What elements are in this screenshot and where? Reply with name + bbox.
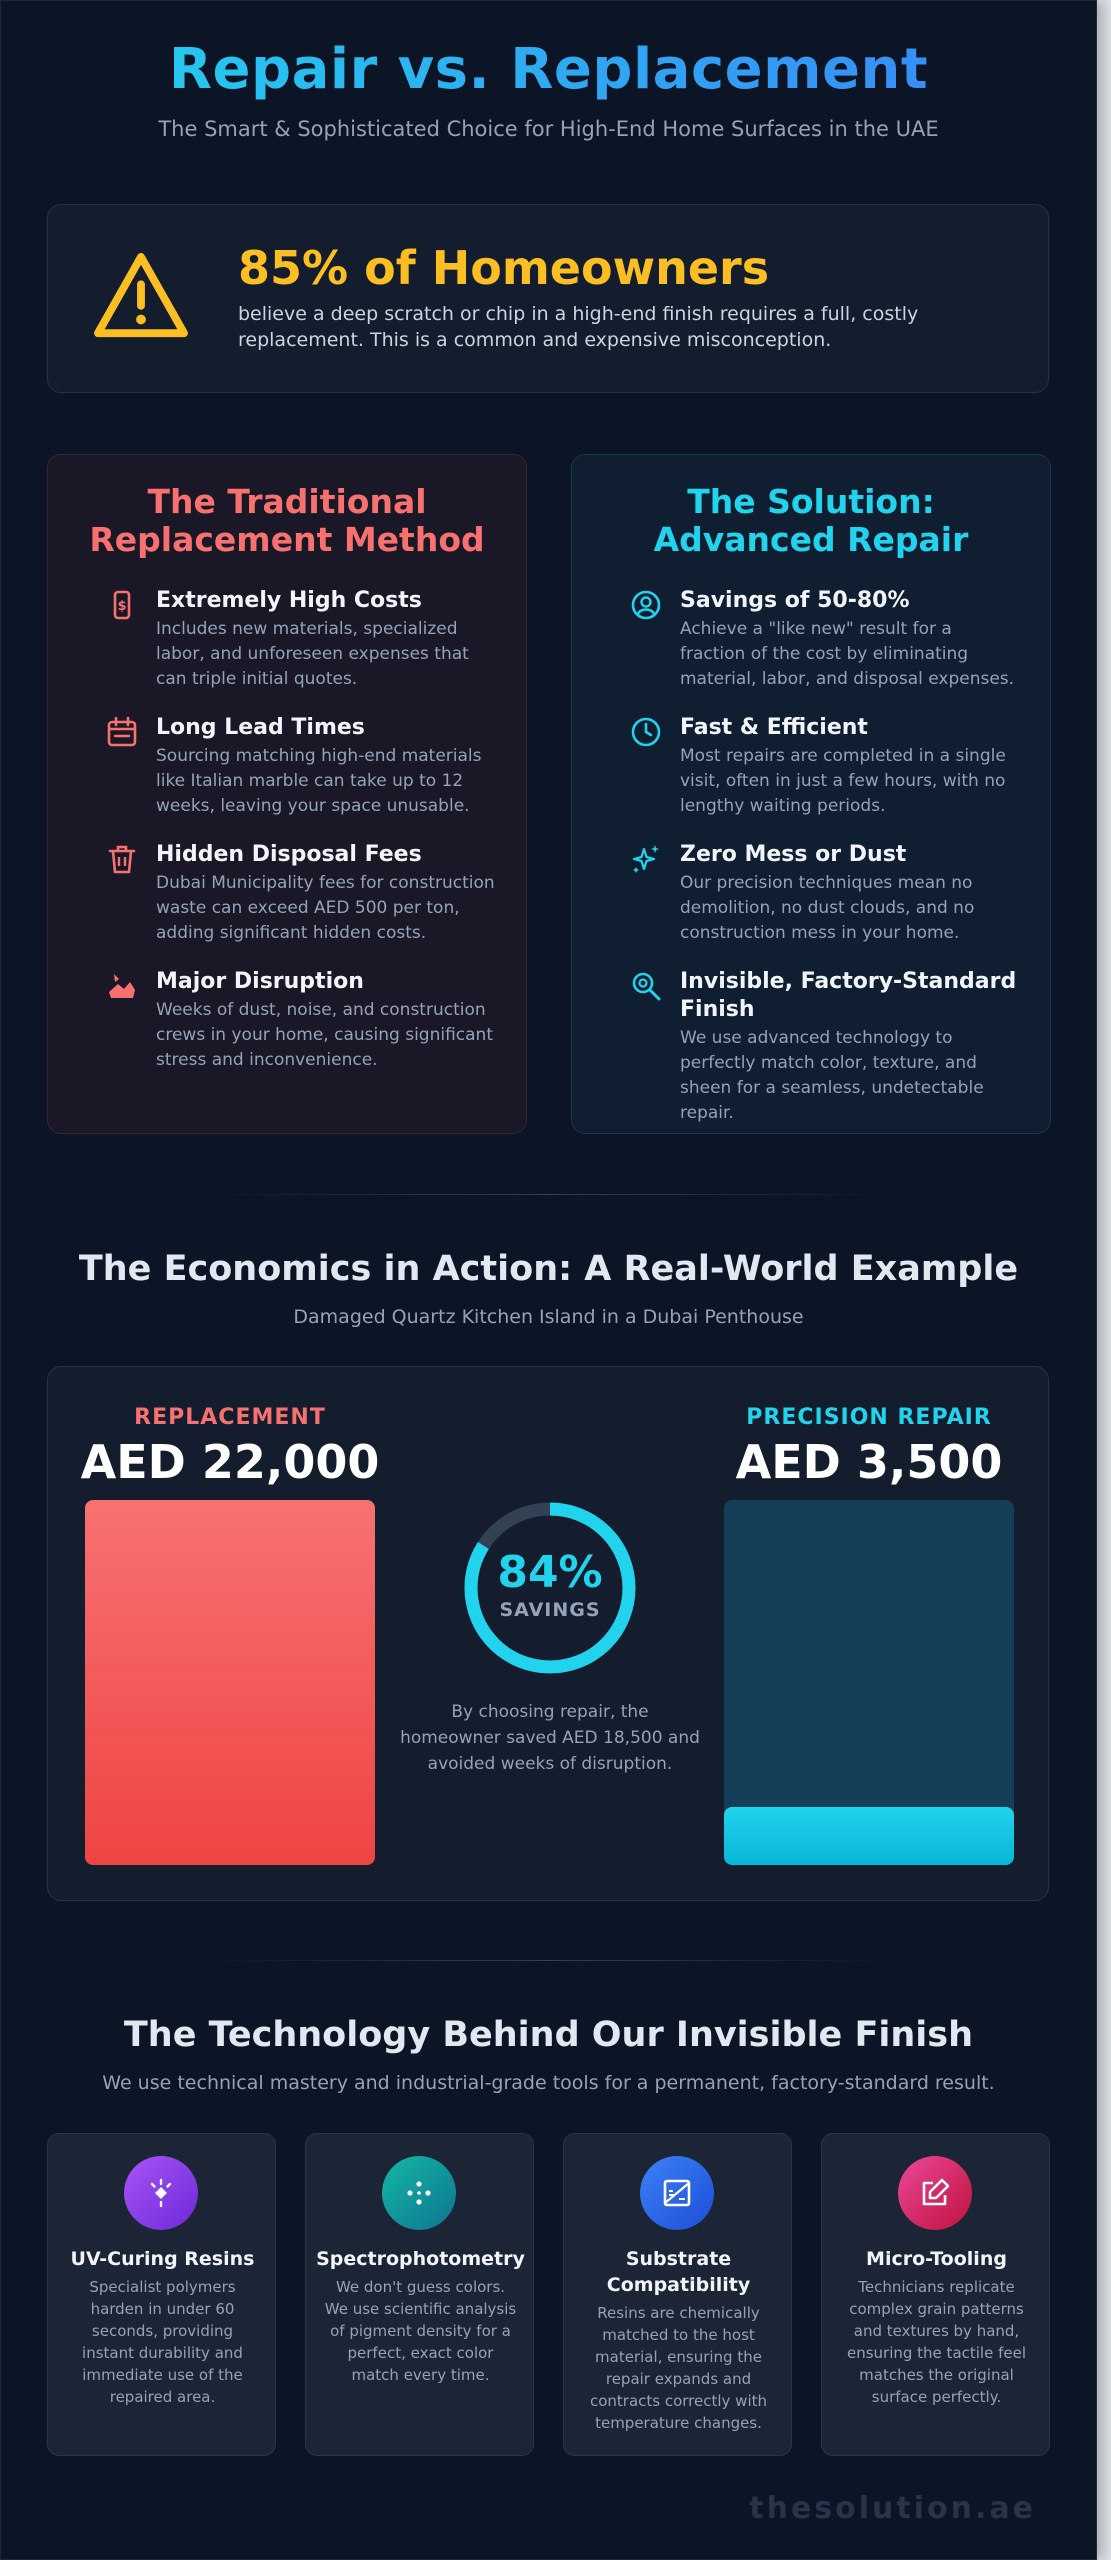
item-description: Sourcing matching high-end materials like Italian marble can take up to 12 weeks, leaving your space unusable. — [156, 746, 482, 816]
solution-item — [600, 714, 1022, 819]
economics-subtitle: Damaged Quartz Kitchen Island in a Dubai Penthouse — [293, 1306, 804, 1328]
technology-subtitle: We use technical mastery and industrial-grade tools for a permanent, factory-standard result. — [102, 2072, 995, 2094]
stat-description: believe a deep scratch or chip in a high-end finish requires a full, costly replacement. This is a common and expensive misconception. — [238, 303, 919, 351]
repair-label: PRECISION REPAIR — [746, 1405, 992, 1430]
tech-card-title: Substrate Compatibility — [606, 2248, 751, 2296]
calendar-icon — [106, 716, 138, 748]
tech-card-substrate — [563, 2133, 792, 2456]
traditional-item — [76, 714, 498, 819]
item-title: Long Lead Times — [156, 715, 365, 740]
misconception-stat-card — [47, 204, 1049, 393]
item-title: Zero Mess or Dust — [680, 842, 907, 867]
magnify-icon — [630, 970, 662, 1002]
substrate-icon — [661, 2177, 693, 2209]
savings-label: SAVINGS — [499, 1599, 601, 1621]
economics-comparison-card — [47, 1366, 1049, 1901]
disruption-icon — [106, 970, 138, 1002]
tech-icon-badge — [640, 2156, 714, 2230]
repair-cost-bar-track — [724, 1500, 1014, 1865]
technology-title: The Technology Behind Our Invisible Finish — [123, 2015, 974, 2055]
stat-headline: 85% of Homeowners — [238, 241, 770, 295]
money-icon — [106, 589, 138, 621]
spectrometer-icon — [403, 2177, 435, 2209]
economics-title: The Economics in Action: A Real-World Example — [78, 1249, 1019, 1289]
section-divider — [201, 1194, 896, 1195]
item-description: We use advanced technology to perfectly match color, texture, and sheen for a seamless, undetectable repair. — [680, 1028, 984, 1123]
item-description: Most repairs are completed in a single visit, often in just a few hours, with no lengthy waiting periods. — [680, 746, 1006, 816]
item-title: Fast & Efficient — [680, 715, 868, 740]
sparkles-icon — [630, 843, 662, 875]
item-title: Extremely High Costs — [156, 588, 422, 613]
item-title: Major Disruption — [156, 969, 364, 994]
traditional-method-panel — [47, 454, 527, 1134]
tech-icon-badge — [382, 2156, 456, 2230]
page-subtitle: The Smart & Sophisticated Choice for High-End Home Surfaces in the UAE — [158, 117, 939, 141]
savings-note: By choosing repair, the homeowner saved AED 18,500 and avoided weeks of disruption. — [400, 1702, 700, 1774]
replacement-label: REPLACEMENT — [134, 1405, 326, 1430]
tech-card-description: Specialist polymers harden in under 60 seconds, providing instant durability and immediate use of the repaired area. — [82, 2278, 243, 2406]
item-title: Invisible, Factory-Standard Finish — [680, 969, 1017, 1022]
item-description: Includes new materials, specialized labor, and unforeseen expenses that can triple initial quotes. — [156, 619, 469, 689]
tech-card-description: We don't guess colors. We use scientific analysis of pigment density for a perfect, exact color match every time. — [324, 2278, 517, 2384]
tech-card-title: UV-Curing Resins — [70, 2248, 255, 2270]
trash-icon — [106, 843, 138, 875]
tech-card-spectrophotometry — [305, 2133, 534, 2456]
solution-item — [600, 841, 1022, 946]
item-description: Weeks of dust, noise, and construction crews in your home, causing significant stress and inconvenience. — [156, 1000, 493, 1070]
svg-text:$: $ — [117, 599, 127, 614]
repair-price: AED 3,500 — [735, 1435, 1003, 1489]
traditional-item — [76, 587, 498, 692]
item-description: Our precision techniques mean no demolition, no dust clouds, and no construction mess in your home. — [680, 873, 975, 943]
section-divider — [201, 1960, 896, 1961]
tech-card-description: Technicians replicate complex grain patterns and textures by hand, ensuring the tactile feel matches the original surface perfectly. — [846, 2278, 1026, 2406]
pen-tool-icon — [919, 2177, 951, 2209]
repair-cost-bar — [724, 1807, 1014, 1865]
uv-resin-icon — [145, 2177, 177, 2209]
clock-icon — [630, 716, 662, 748]
solution-title: The Solution: Advanced Repair — [653, 482, 969, 559]
tech-icon-badge — [124, 2156, 198, 2230]
traditional-title: The Traditional Replacement Method — [89, 482, 485, 559]
tech-card-micro-tooling — [821, 2133, 1050, 2456]
solution-item — [600, 968, 1022, 1126]
tech-icon-badge — [898, 2156, 972, 2230]
advanced-repair-panel — [571, 454, 1051, 1134]
warning-triangle-icon — [92, 251, 190, 341]
solution-item — [600, 587, 1022, 692]
tech-card-title: Spectrophotometry — [316, 2248, 525, 2270]
tech-card-title: Micro-Tooling — [866, 2248, 1007, 2270]
item-description: Achieve a "like new" result for a fraction of the cost by eliminating material, labor, and disposal expenses. — [680, 619, 1015, 689]
traditional-item — [76, 841, 498, 946]
replacement-cost-bar — [85, 1500, 375, 1865]
tech-card-description: Resins are chemically matched to the host material, ensuring the repair expands and contracts correctly with temperature changes. — [589, 2304, 768, 2432]
item-title: Savings of 50-80% — [680, 588, 910, 613]
tech-card-uv-resins — [47, 2133, 276, 2456]
savings-icon — [630, 589, 662, 621]
traditional-item — [76, 968, 498, 1073]
page-title: Repair vs. Replacement — [1, 37, 1096, 102]
replacement-price: AED 22,000 — [80, 1435, 380, 1489]
item-description: Dubai Municipality fees for construction waste can exceed AED 500 per ton, adding significant hidden costs. — [156, 873, 495, 943]
savings-percentage: 84% — [497, 1547, 603, 1598]
item-title: Hidden Disposal Fees — [156, 842, 422, 867]
footer-brand: thesolution.ae — [749, 2491, 1036, 2526]
